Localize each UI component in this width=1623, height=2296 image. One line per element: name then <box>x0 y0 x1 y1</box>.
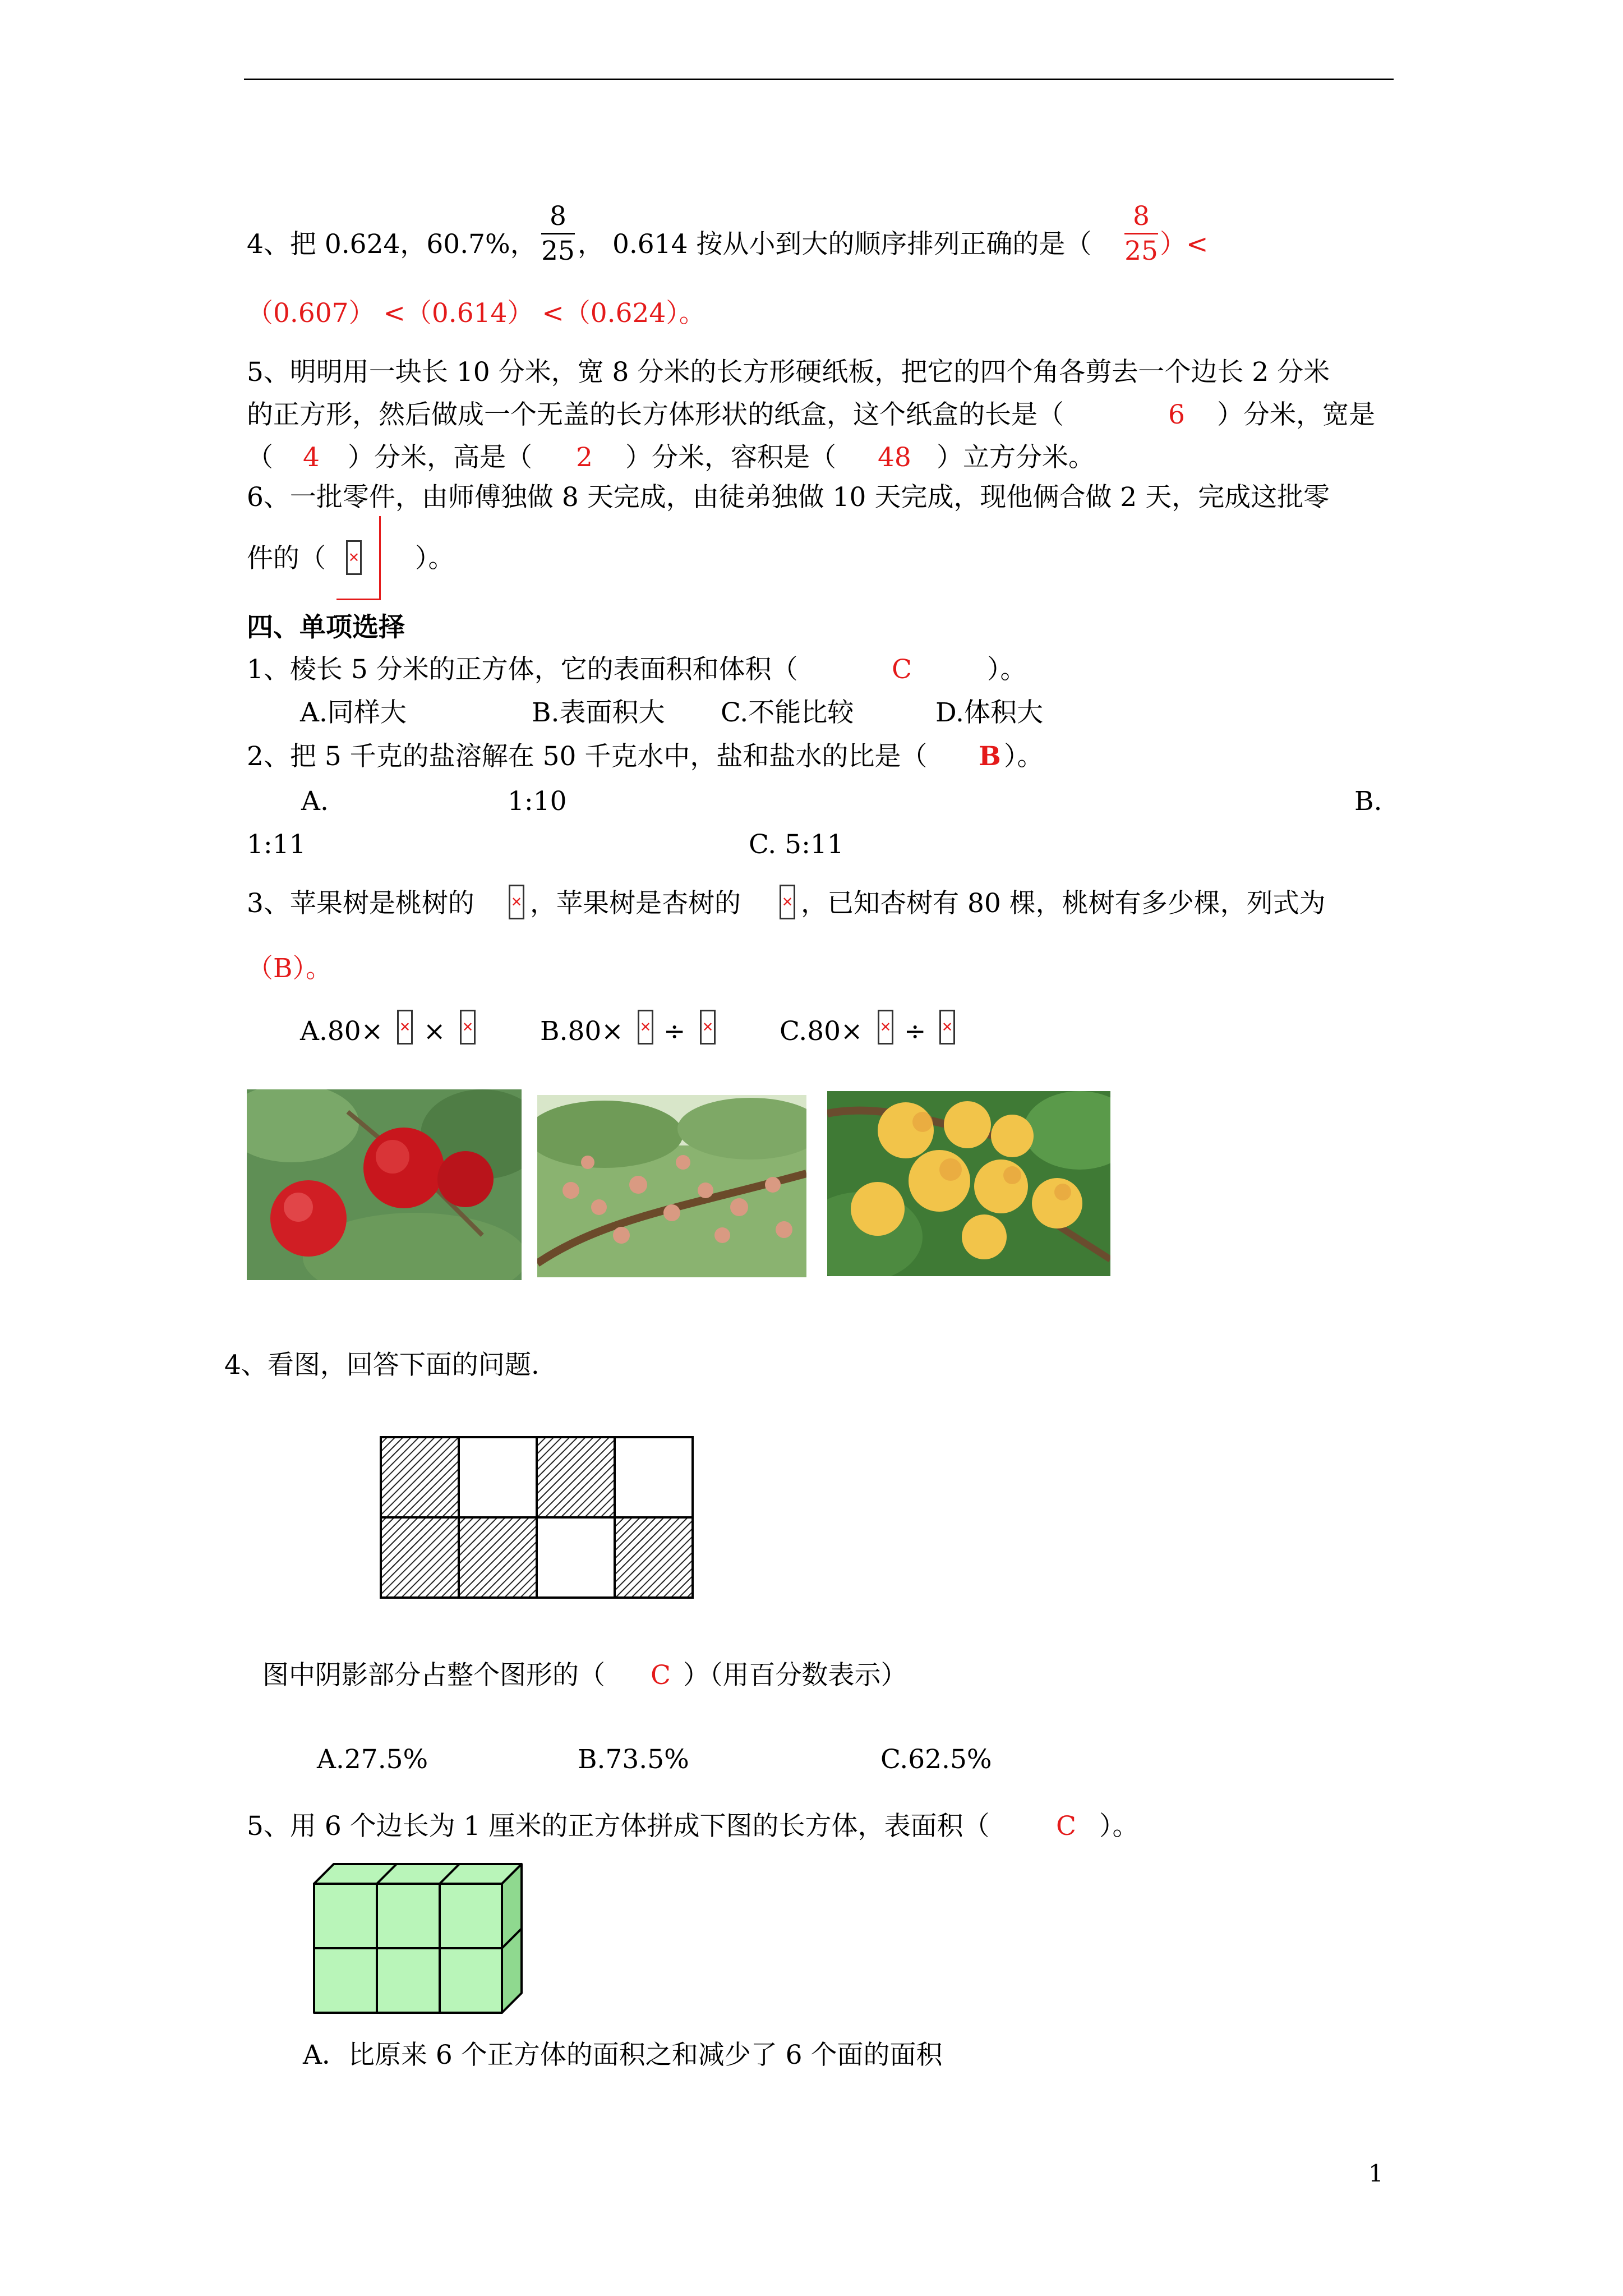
shaded-grid-figure <box>380 1436 694 1599</box>
s4-q1-option-a: A.同样大 <box>300 697 407 728</box>
q4-ans-num: 8 <box>1133 201 1150 232</box>
s4-q3-stem-b: ，苹果树是杏树的 <box>530 888 741 919</box>
q4-frac-num: 8 <box>550 201 566 232</box>
s4-q4-answer: C <box>651 1660 671 1691</box>
q5-answer-width: 4 <box>303 442 320 473</box>
divide-sign: ÷ <box>904 1016 926 1047</box>
s4-q2-option-a-label: A. <box>301 786 329 817</box>
q4-prefix: 4、把 0.624，60.7%， <box>247 229 537 260</box>
q5-answer-volume: 48 <box>878 442 911 473</box>
q5-line1: 5、明明用一块长 10 分米，宽 8 分米的长方形硬纸板，把它的四个角各剪去一个边长 2 分米 <box>247 357 1330 388</box>
s4-q1-option-b: B.表面积大 <box>532 697 665 728</box>
broken-image-placeholder-icon: ✕ <box>780 885 795 919</box>
s4-q2-option-b-label: B. <box>1354 786 1382 817</box>
s4-q3-answer: （B）。 <box>247 953 333 984</box>
s4-q4-stem: 4、看图，回答下面的问题. <box>224 1350 540 1381</box>
q5-line3d: ）立方分米。 <box>937 442 1095 473</box>
q4-answer-fraction <box>1124 203 1158 264</box>
red-marker-line <box>379 516 381 600</box>
s4-q1-close: ）。 <box>987 654 1027 685</box>
s4-q1-stem: 1、棱长 5 分米的正方体，它的表面积和体积（ <box>247 654 798 685</box>
broken-image-placeholder-icon: ✕ <box>397 1010 413 1045</box>
broken-image-placeholder-icon: ✕ <box>638 1010 653 1045</box>
s4-q5-close: ）。 <box>1099 1811 1139 1842</box>
broken-image-placeholder-icon: ✕ <box>939 1010 955 1045</box>
q4-close <box>1160 229 1209 260</box>
fraction-bar <box>541 233 575 234</box>
q5-line2a: 的正方形，然后做成一个无盖的长方体形状的纸盒，这个纸盒的长是（ <box>247 399 1064 430</box>
s4-q3-option-c: C.80× <box>780 1016 863 1047</box>
s4-q4-option-a: A.27.5% <box>317 1744 428 1775</box>
s4-q3-stem-a: 3、苹果树是桃树的 <box>247 888 474 919</box>
peach-tree-photo <box>537 1095 806 1277</box>
header-rule <box>244 79 1394 80</box>
broken-image-placeholder-icon: ✕ <box>509 885 524 919</box>
fraction-bar <box>1124 233 1158 234</box>
q4-ans-den: 25 <box>1124 236 1158 266</box>
apple-photo <box>247 1089 522 1280</box>
s4-q2-stem: 2、把 5 千克的盐溶解在 50 千克水中，盐和盐水的比是（ <box>247 741 928 772</box>
q6-line1: 6、一批零件，由师傅独做 8 天完成，由徒弟独做 10 天完成，现他俩合做 2 天，完成这批零 <box>247 482 1330 513</box>
q5-line3b: ）分米，高是（ <box>348 442 532 473</box>
section-heading: 四、单项选择 <box>247 612 405 643</box>
q4-mid: ， 0.614 按从小到大的顺序排列正确的是（ <box>578 229 1092 260</box>
s4-q3-stem-c: ，已知杏树有 80 棵，桃树有多少棵，列式为 <box>801 888 1326 919</box>
q4-close-text: ）< <box>1160 229 1209 260</box>
broken-image-placeholder-icon: ✕ <box>878 1010 893 1045</box>
cuboid-figure <box>311 1861 527 2018</box>
s4-q4-option-c: C.62.5% <box>880 1744 992 1775</box>
s4-q4-option-b: B.73.5% <box>578 1744 689 1775</box>
divide-sign: ÷ <box>663 1016 686 1047</box>
red-marker-line <box>336 599 381 600</box>
q5-line2b: ）分米，宽是 <box>1217 399 1375 430</box>
q6-line2b: ）。 <box>415 543 455 574</box>
s4-q2-answer: B <box>979 741 1001 772</box>
page-number: 1 <box>1368 2160 1384 2187</box>
broken-image-placeholder-icon: ✕ <box>700 1010 716 1045</box>
broken-image-placeholder-icon: ✕ <box>346 540 362 575</box>
s4-q1-answer: C <box>892 654 912 685</box>
s4-q2-option-c: C. 5:11 <box>749 829 844 860</box>
s4-q5-answer: C <box>1056 1811 1076 1842</box>
apricot-photo <box>827 1091 1110 1276</box>
q4-frac-den: 25 <box>541 236 575 266</box>
s4-q4-question: 图中阴影部分占整个图形的（ <box>262 1660 605 1691</box>
s4-q1-option-c: C.不能比较 <box>721 697 854 728</box>
q6-line2a: 件的（ <box>247 543 326 574</box>
broken-image-placeholder-icon: ✕ <box>460 1010 476 1045</box>
times-sign: × <box>423 1016 446 1047</box>
s4-q2-option-b-value: 1:11 <box>247 829 306 860</box>
q5-answer-length: 6 <box>1168 399 1185 430</box>
q5-line3c: ）分米，容积是（ <box>625 442 836 473</box>
s4-q3-option-a: A.80× <box>300 1016 384 1047</box>
s4-q4-question-tail: ）（用百分数表示） <box>683 1660 907 1691</box>
s4-q5-stem: 5、用 6 个边长为 1 厘米的正方体拼成下图的长方体，表面积（ <box>247 1811 990 1842</box>
q4-line2-answer: （0.607） <（0.614） <（0.624）。 <box>247 298 706 329</box>
q4-fraction <box>541 203 575 264</box>
s4-q1-option-d: D.体积大 <box>935 697 1043 728</box>
s4-q2-close: ）。 <box>1004 741 1044 772</box>
q5-line3a: （ <box>247 442 273 473</box>
q5-answer-height: 2 <box>576 442 593 473</box>
s4-q3-option-b: B.80× <box>540 1016 624 1047</box>
s4-q2-option-a-value: 1:10 <box>508 786 567 817</box>
s4-q5-option-a: A．比原来 6 个正方体的面积之和减少了 6 个面的面积 <box>303 2040 943 2070</box>
